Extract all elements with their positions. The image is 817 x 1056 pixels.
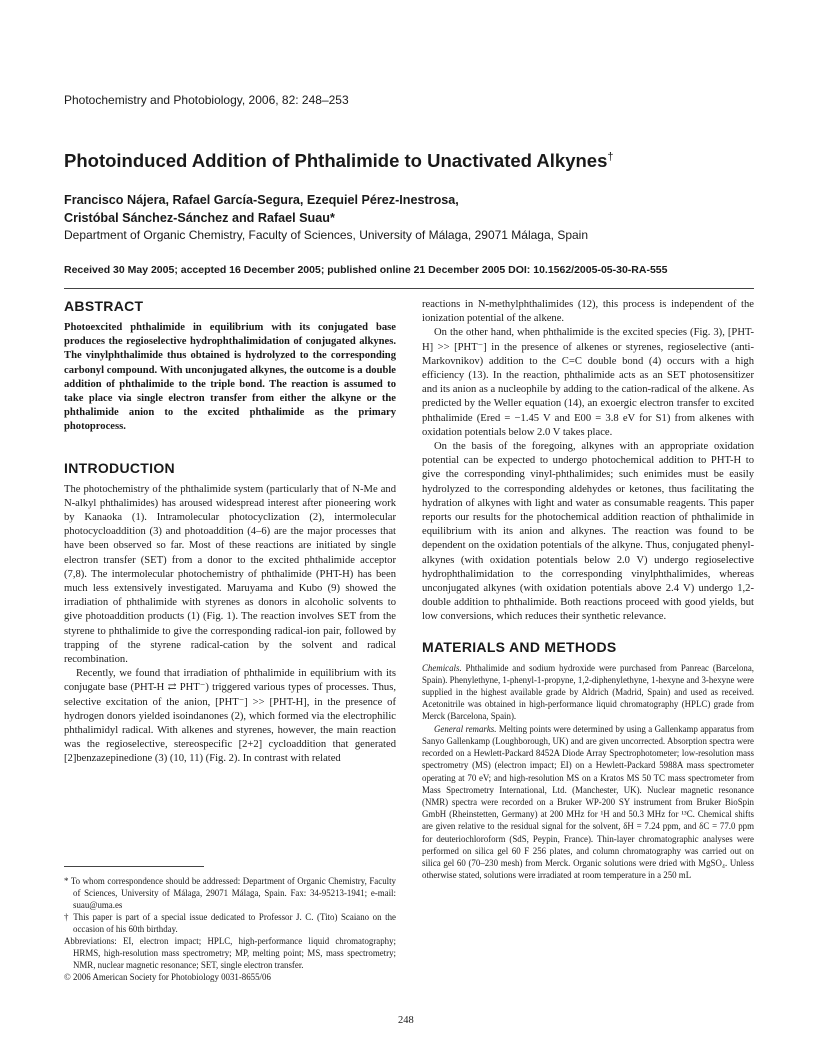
intro-paragraph: Recently, we found that irradiation of phthalimide in equilibrium with its conjugate base (PHT-H ⇄ PHT⁻) triggered various types of processes. Thus, selective excitation of the anion, [PHT⁻] >> [PHT-H], in the presence of hydrogen donors yielded isoindanones (2), which formed via the electrophilic phthalimidyl radical. With alkenes and styrenes, however, the main reaction was the regioselective, stereospecific [2+2] cycloaddition that generated [2]benzazepinedione (3) (10, 11) (Fig. 2). In contrast with related — [64, 668, 396, 765]
general-label: General remarks. — [434, 723, 497, 734]
methods-chemicals — [422, 662, 754, 723]
left-column — [64, 298, 396, 767]
methods-heading: MATERIALS AND METHODS — [422, 638, 617, 655]
general-text: Melting points were determined by using a Gallenkamp apparatus from Sanyo Gallenkamp (Loughborough, UK) and are given uncorrected. Absorption spectra were recorded on a Hewlett-Packard 8452A Diode Array Spectrophotometer; low-resolution mass spectrometry (MS) (electron impact; EI) on a Hewlett-Packard 5988A mass spectrometer operating at 70 eV; and high-resolution MS on a Kratos MS 50 TC mass spectrometer from Mass Spectrometry International, Ltd. (Manchester, UK). Nuclear magnetic resonance (NMR) spectra were recorded on a Bruker WP-200 SY instrument from Bruker BioSpin GmbH (Rheinstetten, Germany) at 200 MHz for ¹H and 50.3 MHz for ¹³C. Chemical shifts are given relative to the residual signal for the solvent, δH = 7.24 ppm, and δC = 77.0 ppm for deuteriochloroform (SdS, Peypin, France). Thin-layer chromatographic analyses were performed on silica gel 60 F 256 plates, and column chromatography was carried out on silica gel 60 (70–230 mesh) from Merck. Organic solutions were dried with MgSO₄. Unless otherwise stated, solutions were irradiated at room temperature in a 250 mL — [422, 723, 754, 881]
body-paragraph: On the other hand, when phthalimide is the excited species (Fig. 3), [PHT-H] >> [PHT⁻] in the presence of alkenes or styrenes, regioselective (anti-Markovnikov) addition to the C=C double bond (4) occurs with a high efficiency (13). In the reaction, phthalimide acts as an SET photosensitizer and its anion as a nucleophile by adding to the cation-radical of the alkene. As predicted by the Weller equation (14), an exoergic electron transfer to excited phthalimide (Ered = −1.45 V and E00 = 3.8 eV for S1) from alkenes with oxidation potentials below 2.0 V takes place. — [422, 327, 754, 438]
footnote-copyright: © 2006 American Society for Photobiology 0031-8655/06 — [64, 972, 271, 982]
body-paragraph: On the basis of the foregoing, alkynes with an appropriate oxidation potential can be expected to undergo photochemical addition to PHT-H to give the corresponding vinyl-phthalimides; such enimides must be easily hydrolyzed to the corresponding aldehydes or ketones, thus facilitating the hydration of alkynes with light and water as consumable reagents. This paper reports our results for the photochemical addition reaction of phthalimide in equilibrium with its anion and alkynes. The reaction was found to be dependent on the oxidation potentials of the alkyne. Thus, conjugated phenyl-alkynes (with oxidation potentials below 2.0 V) undergo regioselective hydrophthalimidation to the corresponding vinylphthalimides, whereas unconjugated alkynes (with oxidation potentials above 2.4 V) undergo 1,2-double addition to phthalimide. Both reactions proceed with good yields, but low conversions, which reduces their synthetic relevance. — [422, 441, 754, 623]
abstract-heading: ABSTRACT — [64, 298, 144, 314]
footnotes — [64, 866, 396, 983]
methods-general — [422, 723, 754, 882]
paper-title — [64, 150, 764, 172]
paper-title-text: Photoinduced Addition of Phthalimide to Unactivated Alkynes — [64, 150, 608, 171]
received-dates: Received 30 May 2005; accepted 16 December 2005; published online 21 December 2005 DOI: 10.1562/2005-05-30-RA-555 — [64, 264, 668, 276]
affiliation: Department of Organic Chemistry, Faculty of Sciences, University of Málaga, 29071 Málaga, Spain — [64, 228, 589, 242]
author-line: Francisco Nájera, Rafael García-Segura, Ezequiel Pérez-Inestrosa, — [64, 193, 459, 207]
intro-paragraph: The photochemistry of the phthalimide system (particularly that of N-Me and N-alkyl phthalimides) has aroused widespread interest after pioneering work by Kanaoka (1). Intramolecular photocyclization (2), intermolecular photocycloaddition (3) and photoaddition (4–6) are the major processes that have been observed so far. Most of these reactions are initiated by single electron transfer (SET) from a donor to the excited phthalimide acceptor (7,8). The intermolecular photochemistry of phthalimide (PHT-H) has been much less extensively investigated. Maruyama and Kubo (9) showed the irradiation of phthalimide with styrenes as donors in alcoholic solvents to give photoaddition products (1) (Fig. 1). The reaction involves SET from the styrene to phthalimide to give the corresponding radical-ion pair, followed by trapping of the styrene radical-cation by the solvent and radical recombination. — [64, 483, 396, 666]
journal-citation: Photochemistry and Photobiology, 2006, 82: 248–253 — [64, 93, 349, 107]
footnote-rule — [64, 866, 204, 867]
author-line: Cristóbal Sánchez-Sánchez and Rafael Suau* — [64, 211, 335, 225]
introduction-heading: INTRODUCTION — [64, 459, 175, 476]
methods-body — [422, 662, 754, 882]
title-footnote-mark: † — [607, 150, 614, 163]
footnote-correspondence: * To whom correspondence should be addressed: Department of Organic Chemistry, Faculty of Sciences, University of Málaga, 29071 Málaga, Spain. Fax: 34-95213-1941; e-mail: suau@uma.es — [64, 876, 396, 910]
right-column — [422, 298, 754, 881]
header-rule — [64, 288, 754, 289]
chemicals-label: Chemicals. — [422, 662, 462, 673]
chemicals-text: Phthalimide and sodium hydroxide were purchased from Panreac (Barcelona, Spain). Phenylethyne, 1-phenyl-1-propyne, 1,2-diphenylethyne, 1-hexyne and 3-hexyne were supplied in the highest available grade by Aldrich (Madrid, Spain) and used as received. Acetonitrile was obtained in high-performance liquid chromatography (HPLC) grade from Merck (Barcelona, Spain). — [422, 662, 754, 722]
footnote-abbreviations: Abbreviations: EI, electron impact; HPLC, high-performance liquid chromatography; HRMS, high-resolution mass spectrometry; MP, melting point; MS, mass spectrometry; NMR, nuclear magnetic resonance; SET, single electron transfer. — [64, 936, 396, 970]
body-paragraph: reactions in N-methylphthalimides (12), this process is independent of the ionization potential of the alkene. — [422, 299, 754, 325]
author-list — [64, 191, 764, 227]
footnote-dedication: † This paper is part of a special issue dedicated to Professor J. C. (Tito) Scaiano on the occasion of his 60th birthday. — [64, 912, 396, 934]
page-number: 248 — [398, 1015, 414, 1026]
abstract-text: Photoexcited phthalimide in equilibrium with its conjugated base produces the regioselective hydrophthalimidation of conjugated alkynes. The vinylphthalimide thus obtained is hydrolyzed to the corresponding carbonyl compound. With unconjugated alkynes, the outcome is a double addition of phthalimide to the triple bond. The reaction is assumed to take place via single electron transfer from either the alkyne or the phthalimide anion to the excited phthalimide as the primary photoprocess. — [64, 322, 396, 433]
